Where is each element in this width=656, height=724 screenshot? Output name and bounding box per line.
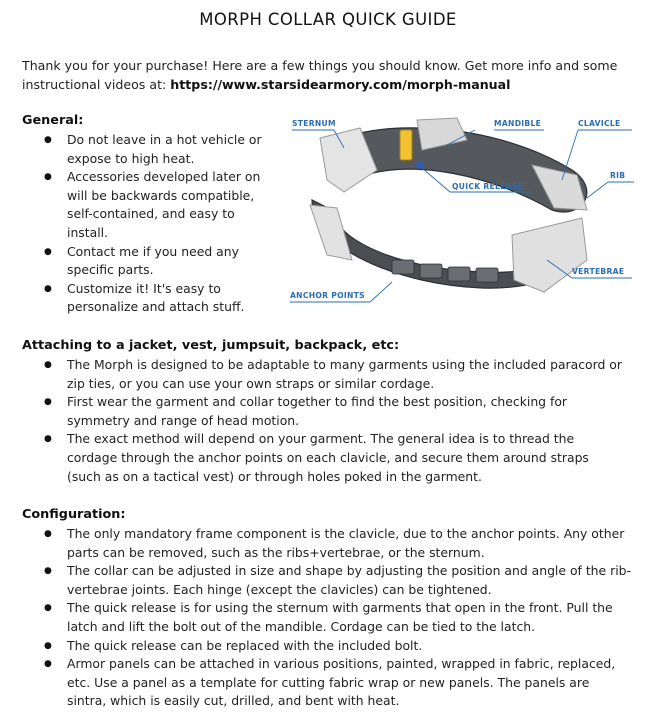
list-item: ● Customize it! It's easy to personalize and attach stuff. xyxy=(22,280,274,317)
list-item: ● The exact method will depend on your garment. The general idea is to thread the cordage through the anchor points on each clavicle, and secure them around straps (such as on a tactical vest) or through holes poked in the garment. xyxy=(22,430,622,486)
general-list xyxy=(22,131,274,317)
list-item: ● Contact me if you need any specific parts. xyxy=(22,243,274,280)
mandible-label: MANDIBLE xyxy=(494,119,542,128)
general-heading: General: xyxy=(22,113,84,128)
vertebrae-panel xyxy=(512,218,587,292)
sternum-label: STERNUM xyxy=(292,119,336,128)
quick-release-label: QUICK RELEASE xyxy=(452,182,524,191)
rib-label: RIB xyxy=(610,171,626,180)
list-item: ● Accessories developed later on will be backwards compatible, self-contained, and easy to install. xyxy=(22,168,274,242)
list-item: ● The only mandatory frame component is the clavicle, due to the anchor points. Any other parts can be removed, such as the ribs+vertebrae, or the sternum. xyxy=(22,525,632,562)
clavicle-label: CLAVICLE xyxy=(578,119,621,128)
configuration-list xyxy=(22,525,632,711)
collar-illustration xyxy=(282,110,644,320)
list-item: ● The Morph is designed to be adaptable to many garments using the included paracord or zip ties, or you can use your own straps or similar cordage. xyxy=(22,356,622,393)
collar-diagram xyxy=(282,110,644,320)
anchor-points-label: ANCHOR POINTS xyxy=(290,291,365,300)
attaching-list xyxy=(22,356,622,486)
intro-text: Thank you for your purchase! Here are a few things you should know. Get more info and some instructional videos at: xyxy=(22,58,618,92)
list-item: ● The quick release is for using the sternum with garments that open in the front. Pull the latch and lift the bolt out of the mandible. Cordage can be tied to the latch. xyxy=(22,599,632,636)
configuration-heading: Configuration: xyxy=(22,507,126,522)
list-item: ● The quick release can be replaced with the included bolt. xyxy=(22,637,632,656)
list-item: ● The collar can be adjusted in size and shape by adjusting the position and angle of the rib-vertebrae joints. Each hinge (except the clavicles) can be tightened. xyxy=(22,562,632,599)
list-item: ● First wear the garment and collar together to find the best position, checking for symmetry and range of head motion. xyxy=(22,393,622,430)
latch-icon xyxy=(400,130,412,160)
attaching-heading: Attaching to a jacket, vest, jumpsuit, backpack, etc: xyxy=(22,338,400,353)
vertebrae-label: VERTEBRAE xyxy=(572,267,625,276)
quick-release-bolt-icon xyxy=(416,161,424,169)
manual-link[interactable]: https://www.starsidearmory.com/morph-manual xyxy=(170,77,511,92)
intro-paragraph xyxy=(22,56,642,94)
page-title: MORPH COLLAR QUICK GUIDE xyxy=(199,10,457,29)
list-item: ● Armor panels can be attached in various positions, painted, wrapped in fabric, replaced, etc. Use a panel as a template for cutting fabric wrap or new panels. The panels are sintra, which is easily cut, drilled, and bent with heat. xyxy=(22,655,632,711)
list-item: ● Do not leave in a hot vehicle or expose to high heat. xyxy=(22,131,274,168)
